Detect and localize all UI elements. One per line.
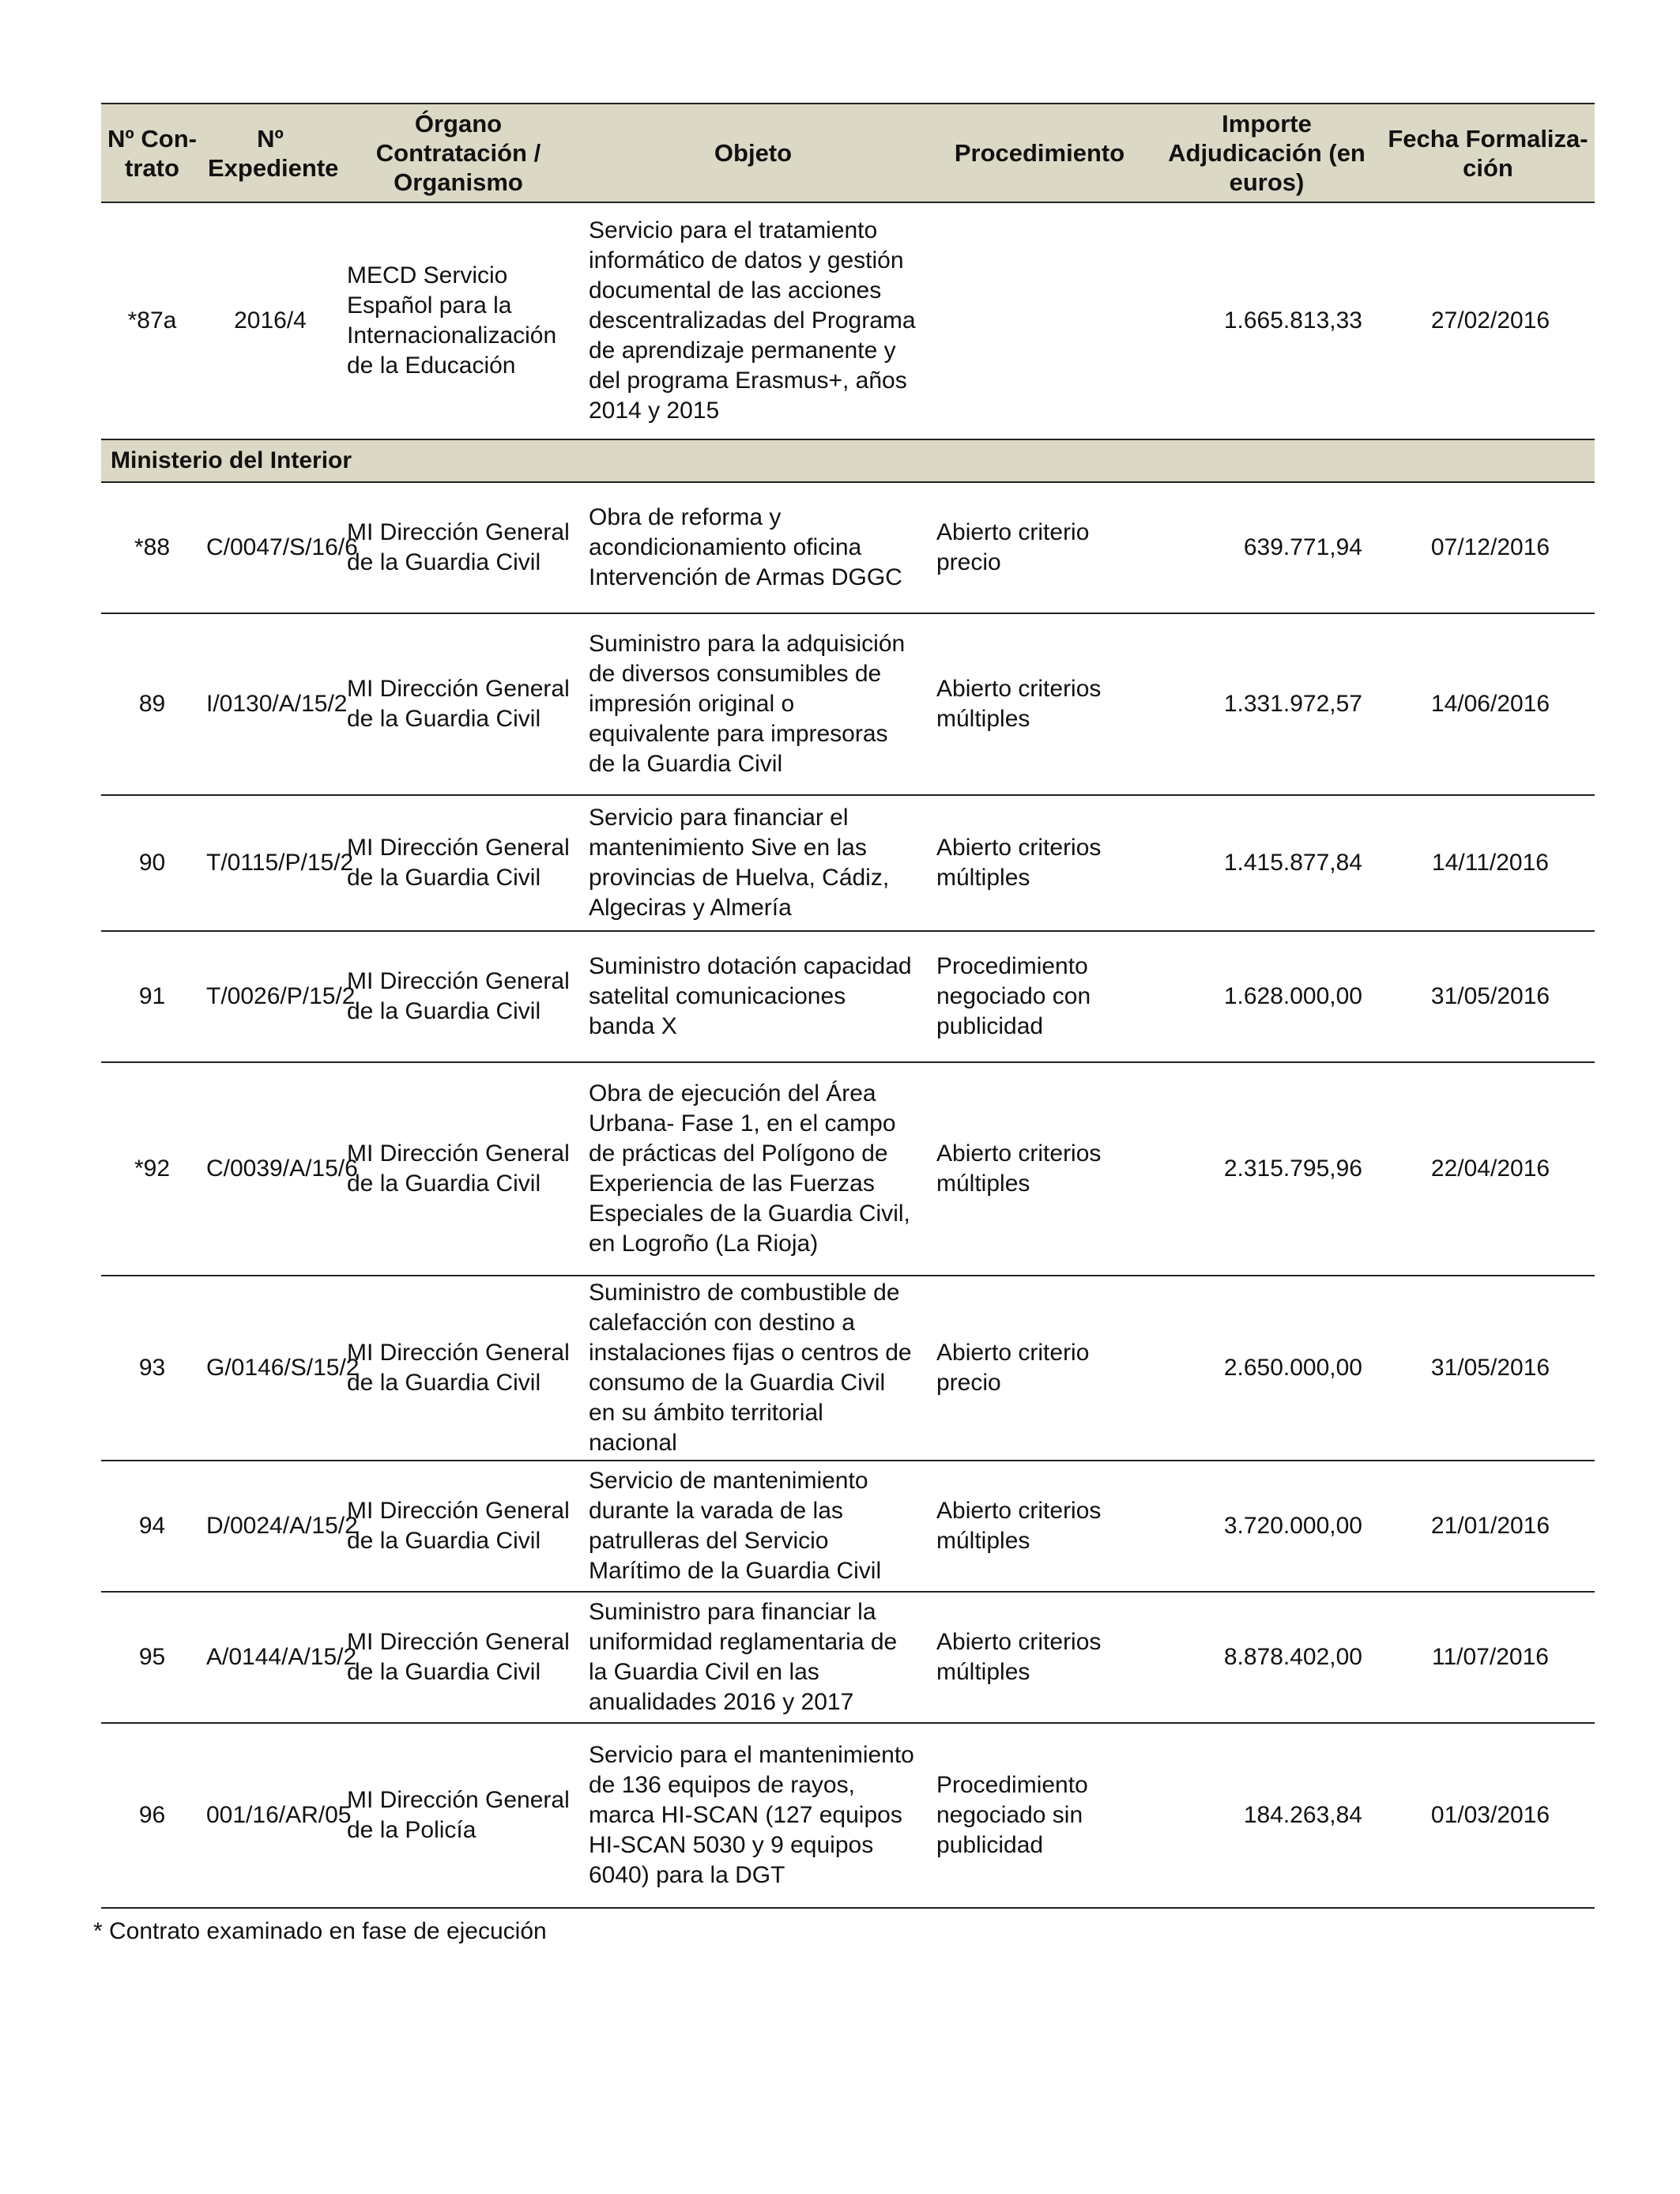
cell-expediente: A/0144/A/15/2 (203, 1592, 337, 1723)
cell-procedimiento: Procedimiento negociado con publicidad (927, 931, 1152, 1062)
header-importe: Importe Adjudicación (en euros) (1152, 104, 1381, 202)
cell-organo: MI Dirección General de la Guardia Civil (337, 613, 579, 795)
cell-contract-number: 90 (101, 795, 203, 931)
cell-organo: MI Dirección General de la Policía (337, 1723, 579, 1908)
cell-expediente: C/0039/A/15/6 (203, 1062, 337, 1276)
cell-contract-number: 96 (101, 1723, 203, 1908)
header-objeto: Objeto (579, 104, 927, 202)
cell-expediente: T/0115/P/15/2 (203, 795, 337, 931)
cell-contract-number: 95 (101, 1592, 203, 1723)
cell-objeto: Suministro dotación capacidad satelital comunicaciones banda X (579, 931, 927, 1062)
cell-organo: MI Dirección General de la Guardia Civil (337, 795, 579, 931)
cell-importe: 8.878.402,00 (1152, 1592, 1381, 1723)
header-organo: Órgano Contratación / Organismo (337, 104, 579, 202)
cell-objeto: Suministro de combustible de calefacción con destino a instalaciones fijas o centros de consumo de la Guardia Civil en su ámbito territorial nacional (579, 1276, 927, 1461)
cell-organo: MI Dirección General de la Guardia Civil (337, 1461, 579, 1592)
cell-contract-number: *88 (101, 482, 203, 613)
cell-importe: 2.315.795,96 (1152, 1062, 1381, 1276)
cell-expediente: T/0026/P/15/2 (203, 931, 337, 1062)
cell-expediente: I/0130/A/15/2 (203, 613, 337, 795)
cell-importe: 1.331.972,57 (1152, 613, 1381, 795)
cell-importe: 184.263,84 (1152, 1723, 1381, 1908)
table-row (101, 482, 1595, 613)
cell-procedimiento: Abierto criterio precio (927, 482, 1152, 613)
cell-fecha: 27/02/2016 (1381, 202, 1595, 439)
cell-procedimiento: Abierto criterio precio (927, 1276, 1152, 1461)
table-row (101, 1062, 1595, 1276)
header-procedimiento: Procedimiento (927, 104, 1152, 202)
table-row (101, 613, 1595, 795)
cell-procedimiento (927, 202, 1152, 439)
cell-objeto: Servicio de mantenimiento durante la varada de las patrulleras del Servicio Marítimo de la Guardia Civil (579, 1461, 927, 1592)
cell-fecha: 01/03/2016 (1381, 1723, 1595, 1908)
cell-fecha: 31/05/2016 (1381, 1276, 1595, 1461)
cell-importe: 2.650.000,00 (1152, 1276, 1381, 1461)
cell-fecha: 31/05/2016 (1381, 931, 1595, 1062)
cell-fecha: 14/06/2016 (1381, 613, 1595, 795)
header-contract-number: Nº Con-trato (101, 104, 203, 202)
table-row (101, 1592, 1595, 1723)
cell-organo: MI Dirección General de la Guardia Civil (337, 1276, 579, 1461)
cell-fecha: 22/04/2016 (1381, 1062, 1595, 1276)
cell-expediente: 001/16/AR/05 (203, 1723, 337, 1908)
cell-importe: 1.628.000,00 (1152, 931, 1381, 1062)
cell-objeto: Suministro para financiar la uniformidad reglamentaria de la Guardia Civil en las anualidades 2016 y 2017 (579, 1592, 927, 1723)
cell-organo: MI Dirección General de la Guardia Civil (337, 1062, 579, 1276)
cell-contract-number: 94 (101, 1461, 203, 1592)
cell-objeto: Obra de reforma y acondicionamiento oficina Intervención de Armas DGGC (579, 482, 927, 613)
cell-procedimiento: Abierto criterios múltiples (927, 1461, 1152, 1592)
table-row (101, 1723, 1595, 1908)
cell-objeto: Servicio para financiar el mantenimiento Sive en las provincias de Huelva, Cádiz, Algeciras y Almería (579, 795, 927, 931)
cell-procedimiento: Abierto criterios múltiples (927, 1062, 1152, 1276)
cell-contract-number: 93 (101, 1276, 203, 1461)
section-title: Ministerio del Interior (101, 439, 1595, 482)
contracts-table (101, 103, 1595, 1909)
cell-objeto: Suministro para la adquisición de diversos consumibles de impresión original o equivalente para impresoras de la Guardia Civil (579, 613, 927, 795)
cell-fecha: 14/11/2016 (1381, 795, 1595, 931)
document-page (93, 103, 1595, 1945)
header-expediente: Nº Expediente (203, 104, 337, 202)
cell-importe: 639.771,94 (1152, 482, 1381, 613)
table-row (101, 202, 1595, 439)
cell-organo: MI Dirección General de la Guardia Civil (337, 1592, 579, 1723)
table-row (101, 1276, 1595, 1461)
table-row (101, 1461, 1595, 1592)
section-header-row (101, 439, 1595, 482)
cell-organo: MI Dirección General de la Guardia Civil (337, 931, 579, 1062)
table-row (101, 931, 1595, 1062)
cell-contract-number: *92 (101, 1062, 203, 1276)
cell-contract-number: *87a (101, 202, 203, 439)
cell-contract-number: 91 (101, 931, 203, 1062)
cell-importe: 1.415.877,84 (1152, 795, 1381, 931)
cell-objeto: Servicio para el tratamiento informático de datos y gestión documental de las acciones descentralizadas del Programa de aprendizaje permanente y del programa Erasmus+, años 2014 y 2015 (579, 202, 927, 439)
cell-procedimiento: Abierto criterios múltiples (927, 613, 1152, 795)
cell-fecha: 07/12/2016 (1381, 482, 1595, 613)
table-header-row (101, 104, 1595, 202)
footnote: * Contrato examinado en fase de ejecución (93, 1918, 547, 1944)
cell-procedimiento: Abierto criterios múltiples (927, 1592, 1152, 1723)
cell-objeto: Servicio para el mantenimiento de 136 equipos de rayos, marca HI-SCAN (127 equipos HI-SCAN 5030 y 9 equipos 6040) para la DGT (579, 1723, 927, 1908)
cell-procedimiento: Procedimiento negociado sin publicidad (927, 1723, 1152, 1908)
cell-objeto: Obra de ejecución del Área Urbana- Fase 1, en el campo de prácticas del Polígono de Experiencia de las Fuerzas Especiales de la Guardia Civil, en Logroño (La Rioja) (579, 1062, 927, 1276)
cell-importe: 3.720.000,00 (1152, 1461, 1381, 1592)
cell-expediente: D/0024/A/15/2 (203, 1461, 337, 1592)
cell-procedimiento: Abierto criterios múltiples (927, 795, 1152, 931)
table-row (101, 795, 1595, 931)
header-fecha: Fecha Formaliza-ción (1381, 104, 1595, 202)
cell-importe: 1.665.813,33 (1152, 202, 1381, 439)
cell-organo: MECD Servicio Español para la Internacionalización de la Educación (337, 202, 579, 439)
cell-expediente: 2016/4 (203, 202, 337, 439)
cell-expediente: G/0146/S/15/2 (203, 1276, 337, 1461)
cell-expediente: C/0047/S/16/6 (203, 482, 337, 613)
cell-fecha: 21/01/2016 (1381, 1461, 1595, 1592)
cell-contract-number: 89 (101, 613, 203, 795)
cell-fecha: 11/07/2016 (1381, 1592, 1595, 1723)
cell-organo: MI Dirección General de la Guardia Civil (337, 482, 579, 613)
